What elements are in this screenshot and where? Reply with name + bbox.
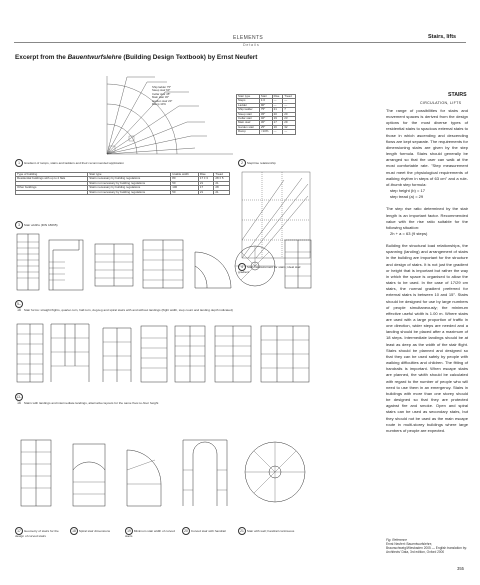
table1-header: Tread (283, 95, 296, 99)
formula: 2h + a = 63 (9 steps) (390, 230, 428, 236)
figure-number: 3 (15, 221, 23, 229)
title-suffix: (Building Design Textbook) by Ernst Neufert (121, 54, 258, 61)
table1-header: Rise (272, 95, 283, 99)
caption-text: Step measurement for stairs; ideal stair gradient (238, 265, 301, 274)
table-row: Residential buildings with up to 2 flats Stairs necessary by building regulations 80 17 ± 3 28 ± 5 (16, 177, 230, 181)
stair-plans-row-1 (15, 230, 315, 292)
figure-number: 17 (15, 527, 23, 535)
caption-text: Stair widths (DIN 18065) (23, 223, 58, 227)
caption-text: Stair with well; handrail continuous (246, 529, 295, 533)
table3-header: Rise (198, 173, 214, 177)
figure-number: 5–16 (15, 300, 23, 308)
gradient-labels: Ship ladder 75° Steep stair 60° Cellar stair 45° Main stair 30° Garden stair 20° Ramp 10% (152, 85, 173, 107)
figure-3-caption (15, 221, 225, 229)
figure-8-caption (70, 527, 122, 535)
paragraph: The step rise ratio determined by the stair length is an important factor. Recommended value with the rise ratio suitable for the following situation: (386, 206, 468, 230)
figure-2-caption (238, 159, 308, 167)
table-row: Ship ladder 75° 21 7 (237, 108, 296, 112)
figure-number: 21 (238, 527, 246, 535)
caption-text: Stair forms: straight flights, quarter-turn, half-turn, dog-leg and spiral stairs with and without landings (flight width, step count and landing depth indicated) (23, 308, 233, 312)
table-row: Stairs not necessary by building regulations 50 21 21 (16, 181, 230, 185)
table-row: Ramp <10% — — (237, 130, 296, 134)
caption-text: Curved stair with handrail (190, 529, 226, 533)
page-title (15, 54, 257, 61)
figure-6-caption (15, 393, 205, 406)
paragraph: The range of possibilities for stairs and movement spaces is derived from the design options for the most diverse types of residential stairs to spacious external stairs to those in which ascending and descending flows are kept separate. The requirements for dimensioning stairs are given by the step length formula. Stairs should generally be arranged so that the user can walk at the most comfortable rate. "Step measurement must meet the physiological requirements of walking rhythm in steps of 63 cm" and a rule-of-thumb step formula: (386, 108, 468, 187)
table-row: Steep stair 45° 20 20 (237, 112, 296, 116)
table3-header: Usable width (171, 173, 199, 177)
formula: step tread (a) = 29 (390, 194, 424, 200)
figure-7-caption (15, 527, 67, 539)
caption-text: Spiral stair dimensions (78, 529, 110, 533)
table-row: Garden stair 25° 16 32 (237, 125, 296, 129)
header-section: ELEMENTS (233, 35, 264, 41)
header-chapter: Stairs, lifts (428, 34, 457, 40)
figure-number: 2 (238, 159, 246, 167)
sidebar-heading: STAIRS (448, 92, 467, 98)
caption-text: Step/rise relationship (246, 161, 276, 165)
table-row: Ladder 90° — — (237, 103, 296, 107)
sidebar-body (386, 108, 468, 434)
references-title: Fig. Reference (386, 538, 407, 542)
figure-number: 19 (125, 527, 133, 535)
figure-11-caption (238, 527, 314, 535)
stair-width-table (15, 172, 230, 195)
caption-text: Stairs with landings and intermediate landings, alternative layouts for the same floor-to-floor height (23, 401, 159, 405)
table3-header: Type of building (16, 173, 88, 177)
curved-stair-plans (15, 410, 315, 522)
title-book: Bauentwurfslehre (67, 54, 122, 61)
table-row: Cellar stair 40° 19 23 (237, 117, 296, 121)
table-row: Other buildings Stairs necessary by building regulations 100 17 28 (16, 186, 230, 190)
table3-header: Stair type (88, 173, 171, 177)
references-body: Ernst Neufert: Bauentwurfslehre, Braunschweig/Wiesbaden 2005 — English translation by: Architects' Data, 3rd edition, Oxford 2000 (386, 542, 467, 554)
stair-type-table (236, 94, 296, 135)
table1-header: Stair type (237, 95, 260, 99)
table1-header: Stair (259, 95, 272, 99)
page-number: 355 (457, 566, 464, 571)
figure-10-caption (182, 527, 236, 535)
title-prefix: Excerpt from the (15, 54, 68, 61)
table-row: Stairs not necessary by building regulations 50 21 21 (16, 190, 230, 194)
formula: step height (b) = 17 (390, 188, 425, 194)
paragraph: Building the structural load relationships, the spanning (landing) and arrangement of stairs in the building are important for the structure and design of stairs. It is not just the gradient or height that is important but rather the way in which the space is organised to allow the stairs to be used. In the case of 17/29 cm stairs, the normal gradient preferred for external stairs is between 10 and 15°. Stairs should be designed for use by large numbers of people simultaneously; the minimum effective useful width is 1.00 m. Where stairs are used with a large proportion of traffic in one direction, wider steps are needed and a landing should be placed after a maximum of 18 steps. Intermediate landings should be at least as deep as the width of the stair flight. Stairs should be planned and designed so that they can be used safely by people with walking difficulties and children. The fitting of handrails is important. When escape stairs are planned, the width should be calculated with regard to the number of people who will need to use them in an emergency. Stairs in buildings with more than one storey should be designed so that they are protected against fire and smoke. Open and spiral stairs can be used as secondary stairs, but they should not be used as the main escape route in multi-storey buildings where large numbers of people are expected. (386, 243, 468, 433)
figure-number: 1 (15, 159, 23, 167)
stair-plans-row-2 (15, 318, 315, 386)
caption-text: Geometry of stairs for the design of curved stairs (15, 529, 59, 538)
figure-9-caption (125, 527, 179, 539)
caption-text: Minimum stair width of curved stairs (125, 529, 175, 538)
table-row: Steps 1:0 — — (237, 99, 296, 103)
table-row: Main stair 30° 17 29 (237, 121, 296, 125)
figure-number: 20 (182, 527, 190, 535)
caption-text: Gradient of ramps, stairs and ladders and their recommended application (23, 161, 124, 165)
figure-number: 13–16 (16, 395, 22, 405)
table3-header: Tread (214, 173, 230, 177)
header-rule (14, 42, 466, 43)
figure-1-caption (15, 159, 230, 167)
figure-number: 18 (70, 527, 78, 535)
figure-5-caption (15, 300, 315, 313)
header-subsection: Details (243, 43, 260, 47)
references (386, 538, 468, 554)
figure-number: 4 (238, 263, 246, 271)
sidebar-subheading: CIRCULATION, LIFTS (420, 101, 462, 105)
